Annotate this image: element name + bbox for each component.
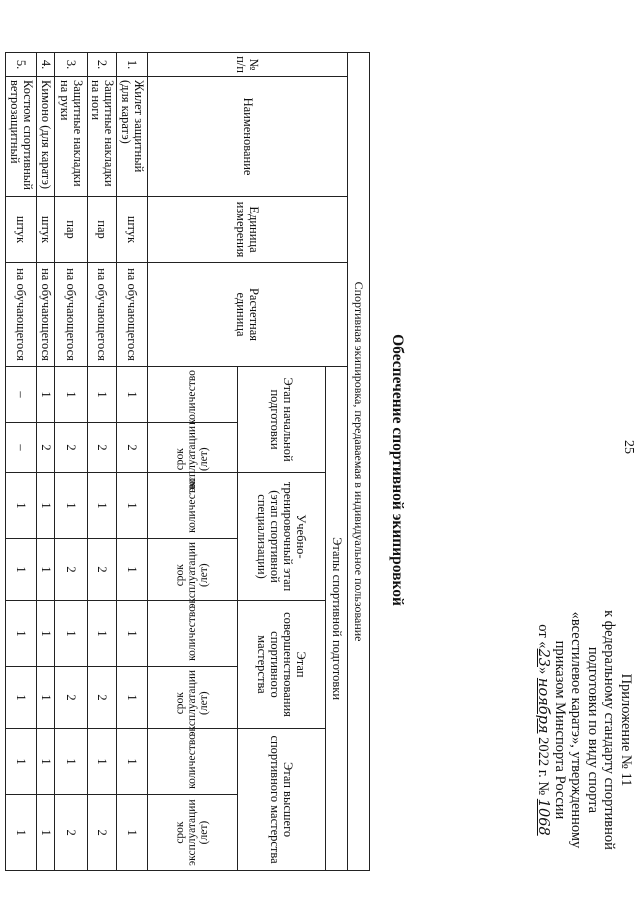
stage-header: Этап высшего спортивного мастерства xyxy=(238,729,326,871)
cell-term: 2 xyxy=(55,423,88,473)
cell-quantity: 1 xyxy=(6,601,37,667)
order-number: 1068 xyxy=(535,798,552,836)
cell-term: 2 xyxy=(88,667,117,729)
cell-quantity: 1 xyxy=(6,729,37,795)
header-top: Спортивная экипировка, передаваемая в индивидуальное пользование xyxy=(348,53,370,871)
cell-name: Кимоно (для каратэ) xyxy=(37,77,55,197)
table-row xyxy=(88,53,117,871)
cell-quantity: 1 xyxy=(37,729,55,795)
subheader-text: срок эксплуатации (лет) xyxy=(174,542,211,609)
cell-quantity: 1 xyxy=(88,729,117,795)
cell-term: 2 xyxy=(117,423,148,473)
cell-name: Костюм спортивный ветрозащитный xyxy=(6,77,37,197)
cell-quantity: 1 xyxy=(117,601,148,667)
cell-term: 2 xyxy=(88,423,117,473)
subheader-quantity xyxy=(148,729,238,795)
cell-quantity: 1 xyxy=(55,729,88,795)
stage-header: Этап начальной подготовки xyxy=(238,367,326,473)
cell-unit: штук xyxy=(117,197,148,263)
cell-term: 1 xyxy=(37,795,55,871)
cell-name: Жилет защитный (для каратэ) xyxy=(117,77,148,197)
cell-term: 1 xyxy=(6,539,37,601)
cell-calc: на обучающегося xyxy=(37,263,55,367)
appendix-line: подготовки по виду спорта xyxy=(584,646,601,814)
appendix-header xyxy=(534,580,634,880)
cell-num: 4. xyxy=(37,53,55,77)
cell-unit: пар xyxy=(88,197,117,263)
header-name: Наименование xyxy=(148,77,348,197)
cell-quantity: 1 xyxy=(55,601,88,667)
header-stages: Этапы спортивной подготовки xyxy=(326,367,348,871)
cell-quantity: 1 xyxy=(117,729,148,795)
cell-term: 2 xyxy=(37,423,55,473)
cell-term: 1 xyxy=(6,795,37,871)
subheader-text: количество xyxy=(186,734,198,789)
date-month: ноября xyxy=(535,677,552,734)
cell-num: 5. xyxy=(6,53,37,77)
appendix-date-line xyxy=(534,580,551,880)
cell-quantity: 1 xyxy=(117,367,148,423)
subheader-text: срок эксплуатации (лет) xyxy=(174,799,211,866)
cell-term: 2 xyxy=(88,539,117,601)
appendix-line: к федеральному стандарту спортивной xyxy=(601,610,618,850)
document-title: Обеспечение спортивной экипировкой xyxy=(389,334,406,606)
cell-unit: штук xyxy=(6,197,37,263)
subheader-text: количество xyxy=(186,370,198,425)
table-row xyxy=(117,53,148,871)
subheader-quantity xyxy=(148,601,238,667)
subheader-term xyxy=(148,667,238,737)
header-num: № п/п xyxy=(148,53,348,77)
cell-name: Защитные накладки на ноги xyxy=(88,77,117,197)
subheader-term xyxy=(148,539,238,609)
cell-term: 2 xyxy=(88,795,117,871)
appendix-line: приказом Минспорта России xyxy=(551,640,568,820)
header-unit: Единица измерения xyxy=(148,197,348,263)
date-year: 2022 г. № xyxy=(535,733,552,799)
table-row xyxy=(37,53,55,871)
cell-unit: пар xyxy=(55,197,88,263)
header-calc: Расчетная единица xyxy=(148,263,348,367)
cell-term: 2 xyxy=(55,667,88,729)
date-day: 23 xyxy=(535,648,552,668)
cell-term: – xyxy=(6,423,37,473)
cell-term: 2 xyxy=(55,795,88,871)
cell-quantity: 1 xyxy=(88,601,117,667)
cell-quantity: 1 xyxy=(117,473,148,539)
stage-header: Этап совершенствования спортивного мастерства xyxy=(238,601,326,729)
cell-calc: на обучающегося xyxy=(55,263,88,367)
table-row xyxy=(6,53,37,871)
cell-quantity: 1 xyxy=(88,367,117,423)
cell-quantity: 1 xyxy=(37,367,55,423)
appendix-line: Приложение № 11 xyxy=(618,673,634,787)
subheader-text: срок эксплуатации (лет) xyxy=(174,670,211,737)
subheader-quantity xyxy=(148,473,238,539)
cell-quantity: 1 xyxy=(55,473,88,539)
subheader-text: срок эксплуатации (лет) xyxy=(174,426,211,493)
date-prefix: от « xyxy=(535,624,552,649)
cell-quantity: 1 xyxy=(6,473,37,539)
cell-calc: на обучающегося xyxy=(88,263,117,367)
subheader-term xyxy=(148,423,238,493)
cell-calc: на обучающегося xyxy=(6,263,37,367)
stage-header: Учебно-тренировочный этап (этап спортивной специализации) xyxy=(238,473,326,601)
equipment-table xyxy=(5,52,370,871)
cell-term: 1 xyxy=(117,539,148,601)
cell-quantity: 1 xyxy=(37,473,55,539)
page-number: 25 xyxy=(621,440,636,454)
cell-quantity: 1 xyxy=(55,367,88,423)
cell-quantity: 1 xyxy=(37,601,55,667)
cell-name: Защитные накладки на руки xyxy=(55,77,88,197)
cell-num: 3. xyxy=(55,53,88,77)
cell-term: 2 xyxy=(55,539,88,601)
cell-calc: на обучающегося xyxy=(117,263,148,367)
date-mid: » xyxy=(535,667,552,678)
subheader-text: количество xyxy=(186,606,198,661)
cell-unit: штук xyxy=(37,197,55,263)
cell-term: 1 xyxy=(37,539,55,601)
subheader-quantity xyxy=(148,367,238,423)
cell-quantity: 1 xyxy=(88,473,117,539)
cell-num: 1. xyxy=(117,53,148,77)
cell-term: 1 xyxy=(37,667,55,729)
cell-term: 1 xyxy=(117,667,148,729)
cell-term: 1 xyxy=(117,795,148,871)
subheader-text: количество xyxy=(186,478,198,533)
table-row xyxy=(55,53,88,871)
appendix-line: «всестилевое каратэ», утвержденному xyxy=(568,611,585,849)
cell-quantity: – xyxy=(6,367,37,423)
subheader-term xyxy=(148,795,238,871)
cell-num: 2. xyxy=(88,53,117,77)
cell-term: 1 xyxy=(6,667,37,729)
